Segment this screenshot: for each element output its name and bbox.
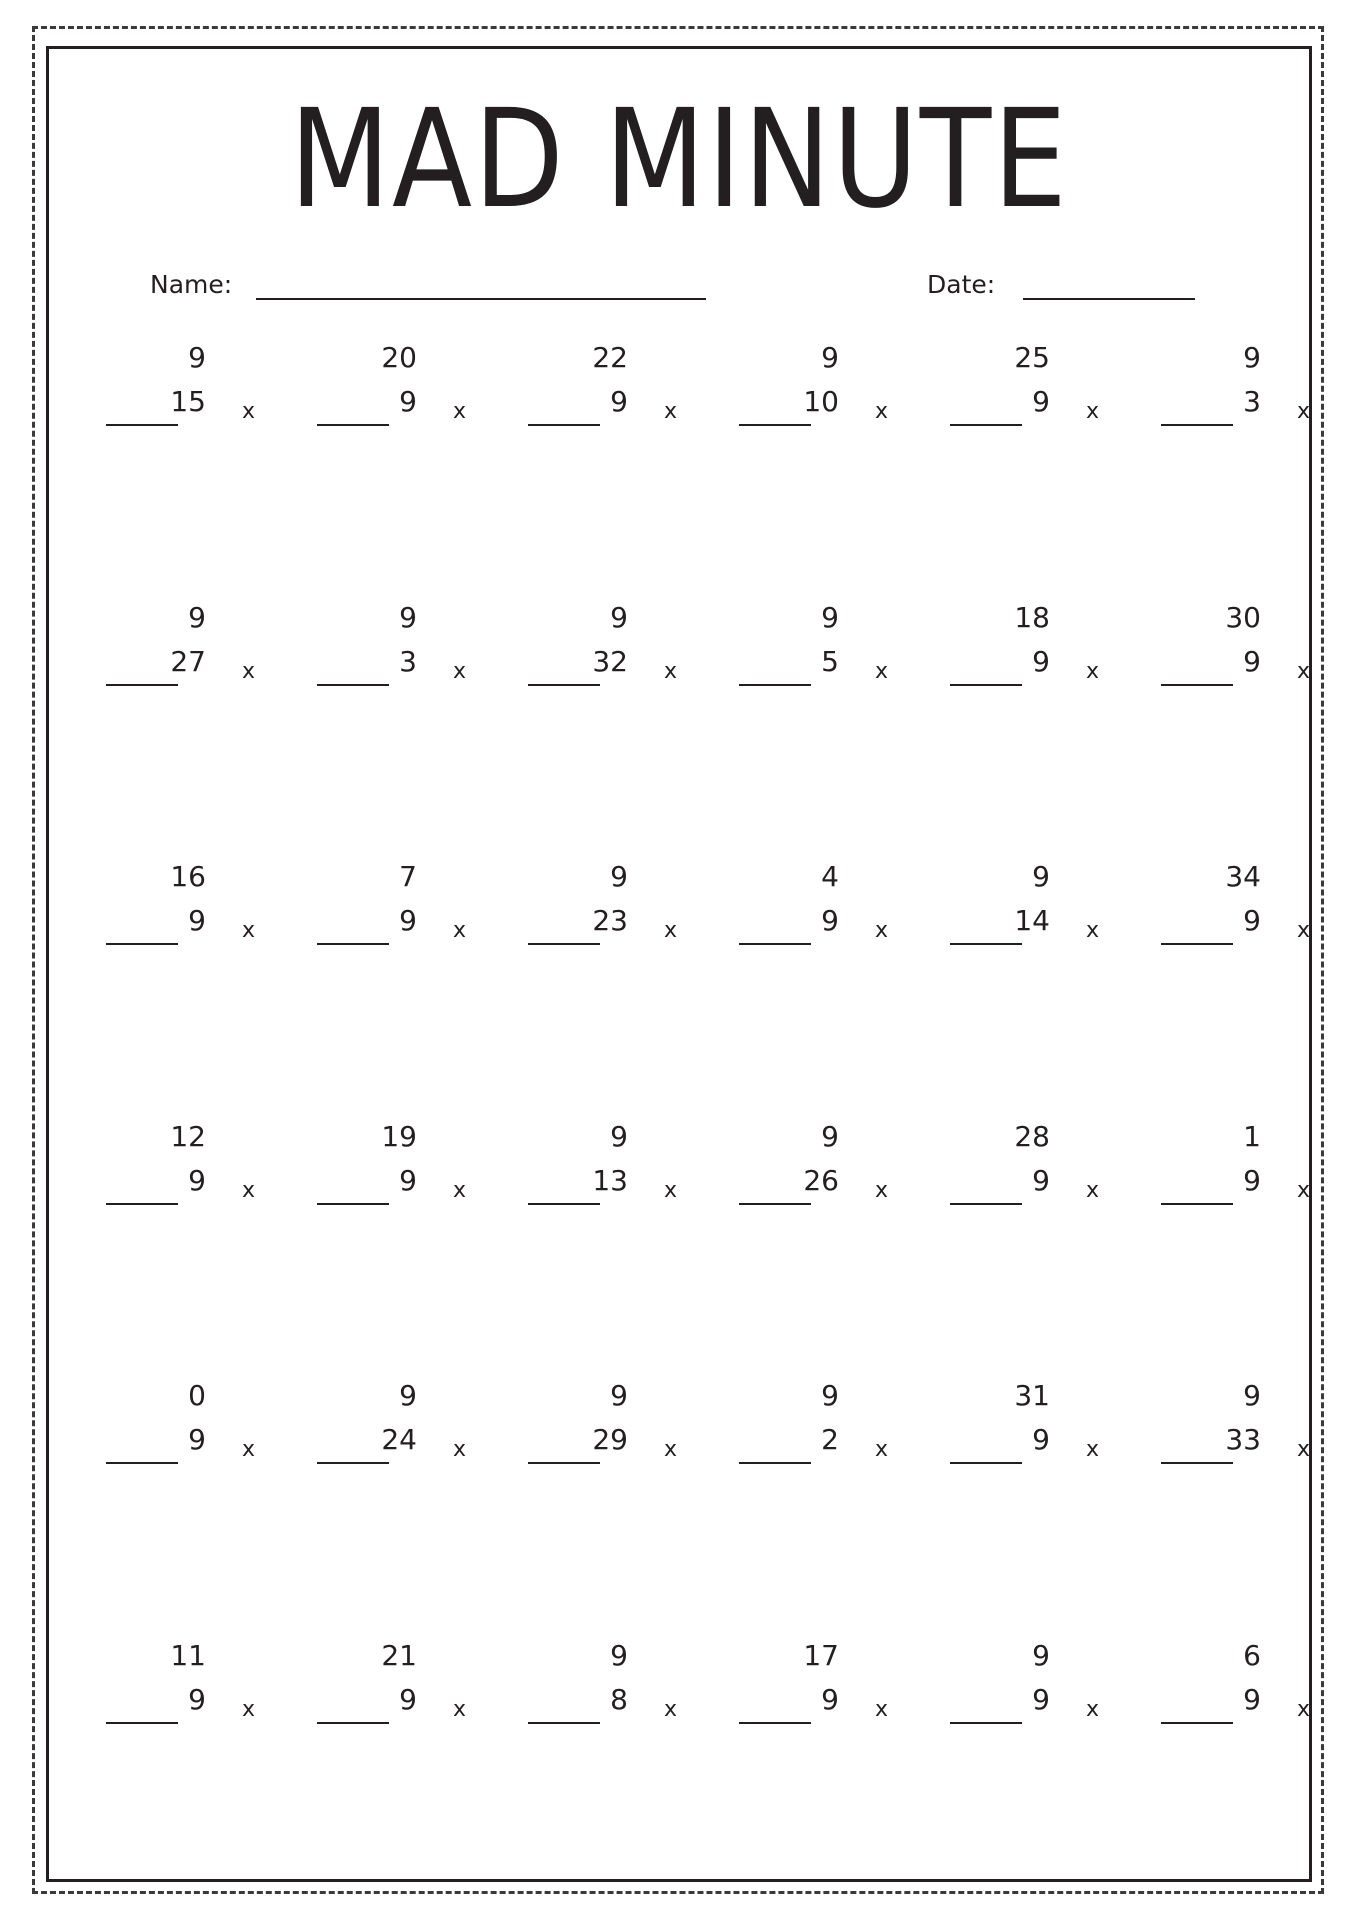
top-factor: 9 [610,1379,628,1412]
bottom-factor: 3 [1243,385,1261,418]
multiplication-problem [528,602,738,722]
top-factor: 9 [188,601,206,634]
date-label: Date: [927,270,996,299]
multiply-sign: x [1297,399,1311,424]
multiplication-problem [317,861,527,981]
bottom-factor: 3 [399,645,417,678]
multiplication-problem [106,1380,316,1500]
multiply-sign: x [664,399,678,424]
multiplication-problem [317,1640,527,1760]
bottom-factor: 24 [381,1423,417,1456]
top-factor: 20 [381,341,417,374]
answer-line[interactable] [739,1722,811,1724]
multiplication-problem [1161,1121,1358,1241]
bottom-factor: 9 [1032,1423,1050,1456]
top-factor: 9 [610,1639,628,1672]
top-factor: 7 [399,860,417,893]
multiply-sign: x [453,1697,467,1722]
answer-line[interactable] [106,424,178,426]
multiply-sign: x [1297,1437,1311,1462]
multiplication-problem [528,861,738,981]
multiply-sign: x [1086,659,1100,684]
bottom-factor: 26 [803,1164,839,1197]
top-factor: 17 [803,1639,839,1672]
multiply-sign: x [664,1697,678,1722]
multiplication-problem [317,1380,527,1500]
multiply-sign: x [1086,1697,1100,1722]
multiplication-problem [317,602,527,722]
multiplication-problem [1161,861,1358,981]
top-factor: 18 [1014,601,1050,634]
answer-line[interactable] [106,1722,178,1724]
answer-line[interactable] [528,1203,600,1205]
multiply-sign: x [242,1178,256,1203]
name-field-line[interactable] [256,298,706,300]
bottom-factor: 29 [592,1423,628,1456]
multiply-sign: x [875,1178,889,1203]
bottom-factor: 9 [1243,1683,1261,1716]
top-factor: 9 [1032,1639,1050,1672]
answer-line[interactable] [1161,1462,1233,1464]
answer-line[interactable] [1161,684,1233,686]
bottom-factor: 14 [1014,904,1050,937]
top-factor: 9 [610,601,628,634]
bottom-factor: 33 [1225,1423,1261,1456]
bottom-factor: 5 [821,645,839,678]
bottom-factor: 9 [188,1683,206,1716]
multiply-sign: x [453,1178,467,1203]
answer-line[interactable] [1161,1722,1233,1724]
multiply-sign: x [242,399,256,424]
bottom-factor: 9 [1243,645,1261,678]
top-factor: 9 [1243,341,1261,374]
worksheet-title: MAD MINUTE [289,81,1069,239]
answer-line[interactable] [1161,424,1233,426]
multiplication-problem [528,1380,738,1500]
multiply-sign: x [875,659,889,684]
answer-line[interactable] [950,1462,1022,1464]
top-factor: 9 [399,1379,417,1412]
bottom-factor: 2 [821,1423,839,1456]
answer-line[interactable] [106,1203,178,1205]
answer-line[interactable] [106,943,178,945]
bottom-factor: 9 [610,385,628,418]
bottom-factor: 15 [170,385,206,418]
multiplication-problem [950,342,1160,462]
multiplication-problem [739,1640,949,1760]
answer-line[interactable] [317,1722,389,1724]
multiplication-problem [739,1380,949,1500]
answer-line[interactable] [1161,943,1233,945]
top-factor: 16 [170,860,206,893]
top-factor: 9 [821,1379,839,1412]
answer-line[interactable] [106,684,178,686]
answer-line[interactable] [739,1203,811,1205]
bottom-factor: 9 [1243,904,1261,937]
multiplication-problem [528,342,738,462]
date-field-line[interactable] [1023,298,1195,300]
multiplication-problem [739,861,949,981]
top-factor: 9 [610,1120,628,1153]
multiplication-problem [950,1121,1160,1241]
bottom-factor: 8 [610,1683,628,1716]
bottom-factor: 9 [188,1164,206,1197]
top-factor: 19 [381,1120,417,1153]
multiply-sign: x [242,918,256,943]
multiplication-problem [1161,602,1358,722]
answer-line[interactable] [1161,1203,1233,1205]
bottom-factor: 9 [399,1683,417,1716]
multiply-sign: x [664,1178,678,1203]
top-factor: 0 [188,1379,206,1412]
top-factor: 9 [821,341,839,374]
answer-line[interactable] [317,1203,389,1205]
multiply-sign: x [453,659,467,684]
multiply-sign: x [1297,1697,1311,1722]
multiply-sign: x [242,1437,256,1462]
bottom-factor: 9 [1032,1683,1050,1716]
top-factor: 22 [592,341,628,374]
answer-line[interactable] [528,424,600,426]
top-factor: 6 [1243,1639,1261,1672]
answer-line[interactable] [528,943,600,945]
answer-line[interactable] [950,424,1022,426]
answer-line[interactable] [317,684,389,686]
answer-line[interactable] [739,943,811,945]
multiplication-problem [1161,1380,1358,1500]
multiply-sign: x [453,1437,467,1462]
multiplication-problem [528,1121,738,1241]
top-factor: 34 [1225,860,1261,893]
top-factor: 1 [1243,1120,1261,1153]
top-factor: 21 [381,1639,417,1672]
multiplication-problem [106,602,316,722]
multiplication-problem [106,1640,316,1760]
top-factor: 31 [1014,1379,1050,1412]
multiplication-problem [106,1121,316,1241]
answer-line[interactable] [528,684,600,686]
answer-line[interactable] [739,684,811,686]
multiply-sign: x [453,918,467,943]
bottom-factor: 27 [170,645,206,678]
top-factor: 12 [170,1120,206,1153]
multiply-sign: x [875,1697,889,1722]
answer-line[interactable] [317,943,389,945]
bottom-factor: 10 [803,385,839,418]
answer-line[interactable] [950,1203,1022,1205]
answer-line[interactable] [739,424,811,426]
multiplication-problem [1161,1640,1358,1760]
multiply-sign: x [1297,1178,1311,1203]
multiply-sign: x [875,918,889,943]
top-factor: 9 [1243,1379,1261,1412]
multiply-sign: x [664,659,678,684]
answer-line[interactable] [317,1462,389,1464]
answer-line[interactable] [950,943,1022,945]
answer-line[interactable] [739,1462,811,1464]
bottom-factor: 9 [1032,1164,1050,1197]
multiplication-problem [739,602,949,722]
multiply-sign: x [875,1437,889,1462]
top-factor: 4 [821,860,839,893]
answer-line[interactable] [950,684,1022,686]
answer-line[interactable] [950,1722,1022,1724]
bottom-factor: 23 [592,904,628,937]
bottom-factor: 9 [399,904,417,937]
bottom-factor: 9 [821,904,839,937]
top-factor: 28 [1014,1120,1050,1153]
multiply-sign: x [664,918,678,943]
multiplication-problem [317,1121,527,1241]
multiplication-problem [528,1640,738,1760]
multiplication-problem [106,342,316,462]
bottom-factor: 9 [188,904,206,937]
top-factor: 9 [610,860,628,893]
top-factor: 11 [170,1639,206,1672]
multiply-sign: x [242,1697,256,1722]
multiply-sign: x [1086,1178,1100,1203]
multiply-sign: x [1086,918,1100,943]
multiplication-problem [739,1121,949,1241]
top-factor: 9 [399,601,417,634]
top-factor: 9 [1032,860,1050,893]
bottom-factor: 9 [1243,1164,1261,1197]
answer-line[interactable] [317,424,389,426]
multiply-sign: x [1086,1437,1100,1462]
multiply-sign: x [664,1437,678,1462]
bottom-factor: 9 [1032,385,1050,418]
answer-line[interactable] [106,1462,178,1464]
top-factor: 9 [821,601,839,634]
bottom-factor: 9 [399,385,417,418]
bottom-factor: 13 [592,1164,628,1197]
multiplication-problem [106,861,316,981]
answer-line[interactable] [528,1462,600,1464]
multiplication-problem [950,602,1160,722]
multiplication-problem [950,1640,1160,1760]
top-factor: 25 [1014,341,1050,374]
multiplication-problem [950,1380,1160,1500]
multiply-sign: x [1297,659,1311,684]
top-factor: 9 [821,1120,839,1153]
answer-line[interactable] [528,1722,600,1724]
multiplication-problem [950,861,1160,981]
multiplication-problem [739,342,949,462]
multiply-sign: x [1297,918,1311,943]
multiplication-problem [317,342,527,462]
bottom-factor: 9 [1032,645,1050,678]
top-factor: 30 [1225,601,1261,634]
multiply-sign: x [242,659,256,684]
multiply-sign: x [875,399,889,424]
bottom-factor: 9 [821,1683,839,1716]
name-label: Name: [150,270,233,299]
bottom-factor: 9 [188,1423,206,1456]
multiply-sign: x [453,399,467,424]
bottom-factor: 9 [399,1164,417,1197]
bottom-factor: 32 [592,645,628,678]
top-factor: 9 [188,341,206,374]
multiplication-problem [1161,342,1358,462]
multiply-sign: x [1086,399,1100,424]
